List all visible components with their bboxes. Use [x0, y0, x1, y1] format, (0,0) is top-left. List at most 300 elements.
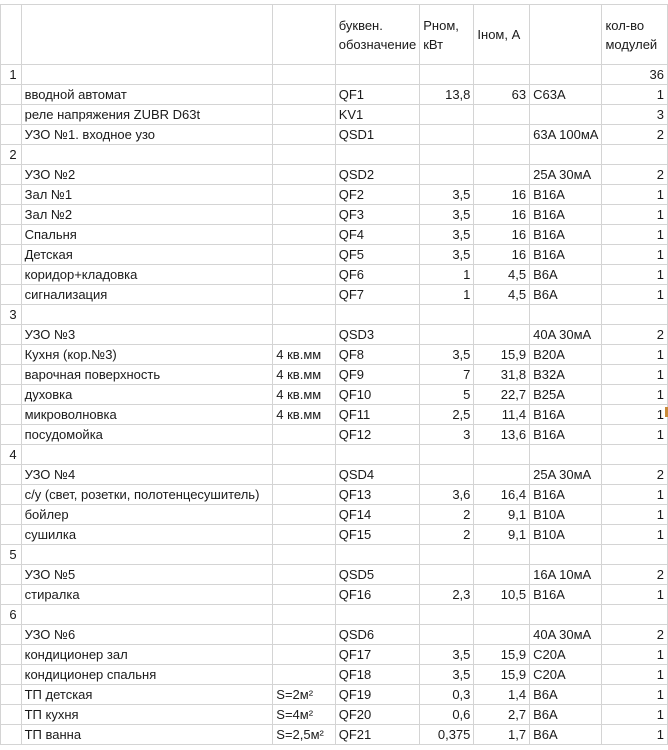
group-number-cell[interactable]: 3 [1, 305, 22, 325]
modules-cell[interactable]: 1 [602, 85, 668, 105]
breaker-type-cell[interactable]: 40A 30мА [530, 625, 602, 645]
modules-cell[interactable]: 1 [602, 245, 668, 265]
circuit-name-cell[interactable] [21, 665, 273, 685]
power-cell[interactable]: 3,5 [420, 205, 474, 225]
note-cell[interactable]: 4 кв.мм [273, 385, 335, 405]
circuit-name-cell[interactable] [21, 245, 273, 265]
power-cell[interactable] [420, 145, 474, 165]
header-cell-b[interactable] [21, 5, 273, 65]
circuit-name-cell[interactable] [21, 265, 273, 285]
note-cell[interactable] [273, 605, 335, 625]
modules-cell[interactable]: 1 [602, 365, 668, 385]
current-cell[interactable] [474, 545, 530, 565]
modules-cell[interactable]: 36 [602, 65, 668, 85]
group-number-cell[interactable] [1, 105, 22, 125]
group-row [1, 65, 668, 85]
circuit-name-cell[interactable] [21, 565, 273, 585]
power-cell[interactable]: 2,3 [420, 585, 474, 605]
breaker-type-cell[interactable] [530, 305, 602, 325]
note-cell[interactable] [273, 65, 335, 85]
current-cell[interactable]: 9,1 [474, 505, 530, 525]
header-cell-type[interactable] [530, 5, 602, 65]
current-cell[interactable] [474, 105, 530, 125]
group-number-cell[interactable]: 1 [1, 65, 22, 85]
designation-cell[interactable]: QF14 [335, 505, 420, 525]
group-number-cell[interactable] [1, 365, 22, 385]
modules-cell[interactable]: 1 [602, 525, 668, 545]
breaker-type-cell[interactable] [530, 145, 602, 165]
current-cell[interactable]: 15,9 [474, 665, 530, 685]
breaker-type-cell[interactable] [530, 105, 602, 125]
group-number-cell[interactable] [1, 685, 22, 705]
group-number-cell[interactable] [1, 645, 22, 665]
circuit-name-cell[interactable] [21, 125, 273, 145]
modules-cell[interactable]: 1 [602, 185, 668, 205]
group-number-cell[interactable] [1, 325, 22, 345]
current-cell[interactable]: 1,4 [474, 685, 530, 705]
current-cell[interactable] [474, 605, 530, 625]
designation-cell[interactable]: KV1 [335, 105, 420, 125]
designation-cell[interactable]: QF13 [335, 485, 420, 505]
circuit-name-text: ТП детская [24, 687, 93, 702]
designation-cell[interactable]: QF20 [335, 705, 420, 725]
designation-cell[interactable]: QF5 [335, 245, 420, 265]
note-cell[interactable] [273, 525, 335, 545]
modules-cell[interactable]: 1 [602, 505, 668, 525]
modules-cell[interactable]: 1 [602, 385, 668, 405]
breaker-type-cell[interactable]: B6A [530, 725, 602, 745]
current-cell[interactable]: 22,7 [474, 385, 530, 405]
header-cell-a[interactable] [1, 5, 22, 65]
note-cell[interactable] [273, 125, 335, 145]
circuit-name-cell[interactable] [21, 185, 273, 205]
group-number-cell[interactable] [1, 165, 22, 185]
designation-cell[interactable] [335, 145, 420, 165]
note-cell[interactable] [273, 205, 335, 225]
modules-cell[interactable]: 2 [602, 125, 668, 145]
table-row [1, 425, 668, 445]
group-number-cell[interactable] [1, 265, 22, 285]
modules-cell[interactable]: 1 [602, 405, 668, 425]
designation-cell[interactable]: QF15 [335, 525, 420, 545]
power-cell[interactable]: 2 [420, 505, 474, 525]
designation-cell[interactable]: QF18 [335, 665, 420, 685]
modules-cell[interactable]: 2 [602, 465, 668, 485]
power-cell[interactable]: 3,5 [420, 185, 474, 205]
circuit-name-cell[interactable] [21, 365, 273, 385]
group-number-cell[interactable] [1, 485, 22, 505]
circuit-name-cell[interactable] [21, 405, 273, 425]
spreadsheet-body [1, 5, 668, 745]
modules-cell[interactable]: 1 [602, 265, 668, 285]
designation-cell[interactable] [335, 65, 420, 85]
designation-cell[interactable]: QF10 [335, 385, 420, 405]
power-cell[interactable] [420, 165, 474, 185]
current-cell[interactable]: 4,5 [474, 285, 530, 305]
power-cell[interactable] [420, 565, 474, 585]
designation-cell[interactable]: QSD1 [335, 125, 420, 145]
group-number-cell[interactable] [1, 665, 22, 685]
breaker-type-cell[interactable]: B16A [530, 185, 602, 205]
group-number-cell[interactable] [1, 425, 22, 445]
current-cell[interactable] [474, 145, 530, 165]
designation-cell[interactable]: QF12 [335, 425, 420, 445]
current-cell[interactable]: 16 [474, 225, 530, 245]
modules-cell[interactable]: 1 [602, 205, 668, 225]
power-cell[interactable]: 7 [420, 365, 474, 385]
group-number-cell[interactable] [1, 225, 22, 245]
breaker-type-cell[interactable]: C20A [530, 665, 602, 685]
note-cell[interactable]: S=4м² [273, 705, 335, 725]
current-cell[interactable]: 16 [474, 185, 530, 205]
power-cell[interactable]: 0,375 [420, 725, 474, 745]
circuit-name-cell[interactable] [21, 605, 273, 625]
breaker-type-cell[interactable] [530, 65, 602, 85]
note-cell[interactable] [273, 185, 335, 205]
current-cell[interactable]: 16,4 [474, 485, 530, 505]
designation-cell[interactable]: QF17 [335, 645, 420, 665]
note-cell[interactable]: 4 кв.мм [273, 365, 335, 385]
circuit-name-cell[interactable] [21, 645, 273, 665]
designation-cell[interactable]: QF19 [335, 685, 420, 705]
breaker-type-cell[interactable]: B16A [530, 485, 602, 505]
note-cell[interactable] [273, 445, 335, 465]
note-cell[interactable] [273, 465, 335, 485]
designation-cell[interactable]: QSD2 [335, 165, 420, 185]
group-number-cell[interactable] [1, 625, 22, 645]
note-cell[interactable] [273, 245, 335, 265]
header-cell-power[interactable]: Рном, кВт [420, 5, 474, 65]
note-cell[interactable] [273, 645, 335, 665]
breaker-type-cell[interactable]: B10A [530, 505, 602, 525]
circuit-name-text: сигнализация [24, 287, 108, 302]
group-number-cell[interactable] [1, 125, 22, 145]
circuit-name-cell[interactable] [21, 725, 273, 745]
power-cell[interactable]: 1 [420, 265, 474, 285]
designation-cell[interactable]: QF6 [335, 265, 420, 285]
spreadsheet-table [0, 4, 668, 745]
circuit-name-text: стиралка [24, 587, 80, 602]
group-row [1, 605, 668, 625]
modules-cell[interactable]: 1 [602, 665, 668, 685]
power-cell[interactable]: 3,5 [420, 345, 474, 365]
breaker-type-cell[interactable]: B16A [530, 585, 602, 605]
modules-cell[interactable]: 3 [602, 105, 668, 125]
note-cell[interactable] [273, 145, 335, 165]
designation-cell[interactable]: QF2 [335, 185, 420, 205]
designation-cell[interactable]: QSD4 [335, 465, 420, 485]
modules-cell[interactable] [602, 145, 668, 165]
modules-cell[interactable]: 1 [602, 285, 668, 305]
circuit-name-cell[interactable] [21, 145, 273, 165]
designation-cell[interactable] [335, 545, 420, 565]
current-cell[interactable] [474, 465, 530, 485]
power-cell[interactable]: 13,8 [420, 85, 474, 105]
group-number-cell[interactable] [1, 85, 22, 105]
modules-cell[interactable]: 1 [602, 725, 668, 745]
circuit-name-cell[interactable] [21, 445, 273, 465]
designation-cell[interactable]: QSD5 [335, 565, 420, 585]
circuit-name-cell[interactable] [21, 685, 273, 705]
circuit-name-text: бойлер [24, 507, 69, 522]
power-cell[interactable] [420, 625, 474, 645]
note-cell[interactable] [273, 305, 335, 325]
table-row [1, 585, 668, 605]
power-cell[interactable]: 3 [420, 425, 474, 445]
breaker-type-cell[interactable]: B16A [530, 425, 602, 445]
modules-cell[interactable]: 1 [602, 485, 668, 505]
modules-cell[interactable]: 1 [602, 585, 668, 605]
power-cell[interactable] [420, 545, 474, 565]
breaker-type-cell[interactable]: B10A [530, 525, 602, 545]
note-cell[interactable]: 4 кв.мм [273, 405, 335, 425]
table-row [1, 245, 668, 265]
designation-cell[interactable]: QF11 [335, 405, 420, 425]
circuit-name-cell[interactable] [21, 465, 273, 485]
circuit-name-cell[interactable] [21, 545, 273, 565]
circuit-name-text: коридор+кладовка [24, 267, 138, 282]
designation-cell[interactable]: QSD3 [335, 325, 420, 345]
breaker-type-cell[interactable]: 40A 30мА [530, 325, 602, 345]
designation-cell[interactable]: QF1 [335, 85, 420, 105]
circuit-name-cell[interactable] [21, 585, 273, 605]
group-number-cell[interactable] [1, 705, 22, 725]
designation-cell[interactable] [335, 605, 420, 625]
header-cell-current[interactable]: Iном, А [474, 5, 530, 65]
circuit-name-cell[interactable] [21, 205, 273, 225]
power-cell[interactable]: 3,5 [420, 665, 474, 685]
breaker-type-cell[interactable]: C20A [530, 645, 602, 665]
power-cell[interactable] [420, 445, 474, 465]
modules-cell[interactable] [602, 605, 668, 625]
note-cell[interactable] [273, 265, 335, 285]
circuit-name-cell[interactable] [21, 525, 273, 545]
group-number-cell[interactable] [1, 205, 22, 225]
breaker-type-cell[interactable]: 16A 10мА [530, 565, 602, 585]
current-cell[interactable]: 31,8 [474, 365, 530, 385]
group-number-cell[interactable]: 5 [1, 545, 22, 565]
current-cell[interactable] [474, 125, 530, 145]
circuit-name-cell[interactable] [21, 225, 273, 245]
note-cell[interactable] [273, 505, 335, 525]
circuit-name-text: УЗО №6 [24, 627, 76, 642]
circuit-name-cell[interactable] [21, 165, 273, 185]
note-cell[interactable] [273, 585, 335, 605]
group-number-cell[interactable] [1, 185, 22, 205]
modules-cell[interactable]: 1 [602, 685, 668, 705]
group-number-cell[interactable]: 4 [1, 445, 22, 465]
note-cell[interactable] [273, 85, 335, 105]
group-number-cell[interactable] [1, 345, 22, 365]
header-cell-c[interactable] [273, 5, 335, 65]
power-cell[interactable]: 2 [420, 525, 474, 545]
current-cell[interactable]: 16 [474, 205, 530, 225]
breaker-type-cell[interactable]: B32A [530, 365, 602, 385]
modules-cell[interactable]: 2 [602, 625, 668, 645]
power-cell[interactable]: 0,6 [420, 705, 474, 725]
note-cell[interactable] [273, 625, 335, 645]
current-cell[interactable]: 13,6 [474, 425, 530, 445]
power-cell[interactable]: 3,6 [420, 485, 474, 505]
circuit-name-cell[interactable] [21, 485, 273, 505]
designation-cell[interactable]: QF3 [335, 205, 420, 225]
group-number-cell[interactable] [1, 245, 22, 265]
designation-cell[interactable]: QF9 [335, 365, 420, 385]
modules-cell[interactable]: 2 [602, 325, 668, 345]
designation-cell[interactable]: QF21 [335, 725, 420, 745]
breaker-type-cell[interactable] [530, 545, 602, 565]
note-cell[interactable] [273, 285, 335, 305]
designation-cell[interactable]: QSD6 [335, 625, 420, 645]
modules-cell[interactable]: 2 [602, 565, 668, 585]
note-cell[interactable] [273, 665, 335, 685]
current-cell[interactable]: 1,7 [474, 725, 530, 745]
breaker-type-cell[interactable]: B16A [530, 405, 602, 425]
modules-cell[interactable]: 1 [602, 645, 668, 665]
power-cell[interactable]: 2,5 [420, 405, 474, 425]
power-cell[interactable] [420, 325, 474, 345]
current-cell[interactable] [474, 625, 530, 645]
note-cell[interactable]: 4 кв.мм [273, 345, 335, 365]
note-cell[interactable] [273, 485, 335, 505]
circuit-name-cell[interactable] [21, 105, 273, 125]
group-number-cell[interactable]: 6 [1, 605, 22, 625]
breaker-type-cell[interactable]: 25A 30мА [530, 465, 602, 485]
designation-cell[interactable]: QF16 [335, 585, 420, 605]
circuit-name-cell[interactable] [21, 285, 273, 305]
current-cell[interactable]: 2,7 [474, 705, 530, 725]
modules-cell[interactable] [602, 445, 668, 465]
header-cell-designation[interactable]: буквен. обозначение [335, 5, 420, 65]
current-cell[interactable]: 15,9 [474, 345, 530, 365]
group-number-cell[interactable] [1, 565, 22, 585]
breaker-type-cell[interactable]: 25A 30мА [530, 165, 602, 185]
power-cell[interactable] [420, 605, 474, 625]
group-number-cell[interactable] [1, 405, 22, 425]
circuit-name-cell[interactable] [21, 385, 273, 405]
power-cell[interactable]: 0,3 [420, 685, 474, 705]
circuit-name-cell[interactable] [21, 705, 273, 725]
current-cell[interactable]: 11,4 [474, 405, 530, 425]
circuit-name-text: реле напряжения ZUBR D63t [24, 107, 201, 122]
circuit-name-cell[interactable] [21, 505, 273, 525]
breaker-type-cell[interactable]: B25A [530, 385, 602, 405]
note-cell[interactable] [273, 165, 335, 185]
power-cell[interactable] [420, 105, 474, 125]
breaker-type-cell[interactable]: B6A [530, 265, 602, 285]
note-cell[interactable] [273, 225, 335, 245]
breaker-type-cell[interactable]: C63A [530, 85, 602, 105]
circuit-name-cell[interactable] [21, 305, 273, 325]
current-cell[interactable]: 16 [474, 245, 530, 265]
modules-cell[interactable]: 2 [602, 165, 668, 185]
note-cell[interactable] [273, 425, 335, 445]
breaker-type-cell[interactable]: B16A [530, 205, 602, 225]
current-cell[interactable] [474, 65, 530, 85]
note-cell[interactable] [273, 545, 335, 565]
note-cell[interactable]: S=2,5м² [273, 725, 335, 745]
group-number-cell[interactable] [1, 465, 22, 485]
designation-cell[interactable]: QF7 [335, 285, 420, 305]
breaker-type-cell[interactable]: B6A [530, 285, 602, 305]
circuit-name-cell[interactable] [21, 345, 273, 365]
circuit-name-cell[interactable] [21, 625, 273, 645]
current-cell[interactable]: 10,5 [474, 585, 530, 605]
group-number-cell[interactable] [1, 285, 22, 305]
group-number-cell[interactable] [1, 525, 22, 545]
table-row [1, 625, 668, 645]
modules-cell[interactable]: 1 [602, 345, 668, 365]
group-number-cell[interactable] [1, 505, 22, 525]
current-cell[interactable]: 9,1 [474, 525, 530, 545]
designation-cell[interactable]: QF8 [335, 345, 420, 365]
current-cell[interactable] [474, 325, 530, 345]
breaker-type-cell[interactable]: B16A [530, 225, 602, 245]
modules-cell[interactable] [602, 305, 668, 325]
table-row [1, 125, 668, 145]
circuit-name-text: УЗО №3 [24, 327, 76, 342]
power-cell[interactable]: 5 [420, 385, 474, 405]
group-number-cell[interactable] [1, 725, 22, 745]
designation-cell[interactable]: QF4 [335, 225, 420, 245]
current-cell[interactable] [474, 445, 530, 465]
power-cell[interactable] [420, 65, 474, 85]
current-cell[interactable] [474, 165, 530, 185]
circuit-name-cell[interactable] [21, 425, 273, 445]
current-cell[interactable]: 4,5 [474, 265, 530, 285]
breaker-type-cell[interactable]: B6A [530, 705, 602, 725]
designation-cell[interactable] [335, 445, 420, 465]
group-number-cell[interactable] [1, 385, 22, 405]
modules-cell[interactable]: 1 [602, 705, 668, 725]
power-cell[interactable]: 1 [420, 285, 474, 305]
note-cell[interactable] [273, 565, 335, 585]
current-cell[interactable]: 15,9 [474, 645, 530, 665]
current-cell[interactable] [474, 565, 530, 585]
table-row [1, 565, 668, 585]
modules-cell[interactable] [602, 545, 668, 565]
breaker-type-cell[interactable]: B6A [530, 685, 602, 705]
designation-cell[interactable] [335, 305, 420, 325]
power-cell[interactable]: 3,5 [420, 245, 474, 265]
note-cell[interactable] [273, 105, 335, 125]
current-cell[interactable] [474, 305, 530, 325]
power-cell[interactable]: 3,5 [420, 225, 474, 245]
breaker-type-cell[interactable] [530, 445, 602, 465]
breaker-type-cell[interactable]: B20A [530, 345, 602, 365]
circuit-name-cell[interactable] [21, 325, 273, 345]
group-number-cell[interactable] [1, 585, 22, 605]
note-cell[interactable]: S=2м² [273, 685, 335, 705]
group-number-cell[interactable]: 2 [1, 145, 22, 165]
breaker-type-cell[interactable]: B16A [530, 245, 602, 265]
header-cell-modules[interactable]: кол-во модулей [602, 5, 668, 65]
power-cell[interactable]: 3,5 [420, 645, 474, 665]
power-cell[interactable] [420, 305, 474, 325]
note-cell[interactable] [273, 325, 335, 345]
modules-cell[interactable]: 1 [602, 225, 668, 245]
circuit-name-cell[interactable] [21, 65, 273, 85]
breaker-type-cell[interactable]: 63A 100мА [530, 125, 602, 145]
power-cell[interactable] [420, 125, 474, 145]
table-row [1, 285, 668, 305]
circuit-name-cell[interactable] [21, 85, 273, 105]
modules-cell[interactable]: 1 [602, 425, 668, 445]
current-cell[interactable]: 63 [474, 85, 530, 105]
breaker-type-cell[interactable] [530, 605, 602, 625]
power-cell[interactable] [420, 465, 474, 485]
table-row [1, 105, 668, 125]
